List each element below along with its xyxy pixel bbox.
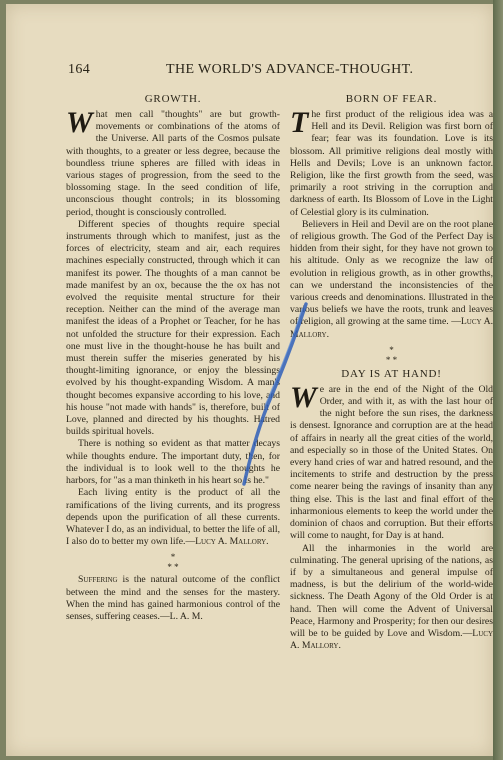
growth-paragraph-2: Different species of thoughts require special instruments through which to manifest, just as the forces of electricity, steam and air, each requires machines especially constructed, through which it can manifest its power. The thoughts of a man cannot be made manifest by an ox, because the the ox has not evolved the requisite mental structure for their reception. Neither can the mind of the average man manifest the ideas of a Prophet or Teacher, for he has not unfolded the structure for their expression. Each one must live in the thought-house he has built and must therein suffer the miseries generated by his thought-limiting ignorance, or enjoy the blessings evolved by his thought-expanding Wisdom. A man's thought becomes expansive according to his love, and his house "not made with hands" is, therefore, built of Love, planned and directed by his thoughts. Hatred builds spiritual hovels. [66,218,280,438]
fear-paragraph-2 [290,219,493,341]
day-p2-text: All the inharmonies in the world are culminating. The general uprising of the nations, as if by a simultaneous and general impulse of madness, is but the delirium of the world-wide sickness. The Death Agony of the Old Order is at hand. Then will come the Advent of Universal Peace, Harmony and Prosperity; for then our desires will be to be guided by Love and Wisdom.— [290,542,493,639]
growth-author: Lucy A. Mallory. [195,536,269,548]
growth-paragraph-3: There is nothing so evident as that matter decays while thoughts endure. The important duty, then, for the individual is to look well to the thoughts he harbors, for "as a man thinketh in his heart so is he." [66,438,280,487]
growth-paragraph-4 [66,487,280,548]
separator-star-pair: * * [167,562,179,573]
separator-star-pair-right: * * [385,354,398,365]
growth-paragraph-1 [66,106,280,219]
growth-p4-text: Each living entity is the product of all the ramifications of the living currents, and its progress depends upon the purification of all these currents. Whatever I do, as an individual, to better the life of all, I also do to better my own life.— [66,487,280,548]
suffering-paragraph [66,574,280,623]
fear-heading: BORN OF FEAR. [345,93,438,105]
growth-p1-text: hat men call "thoughts" are but growth-movements or combinations of the atoms of the Universe. All parts of the Cosmos pulsate with thoughts, to a greater or less degree, because the boundless triune spheres are filled with ideas in various stages of progression, from the seed to the blossoming stage. In the seed condition of life, unconscious thought controls; in its blossoming period, thought is consciously controlled. [66,109,280,218]
growth-heading: GROWTH. [144,93,202,105]
fear-author: Lucy A. Mallory. [290,316,493,340]
separator-stars [66,552,280,572]
left-column [66,92,280,623]
right-column [290,92,493,652]
suffering-text: is the natural outcome of the conflict between the mind and the senses for the mastery. When the mind has gained harmonious control of the senses, suffering ceases.—L. A. M. [66,574,280,622]
journal-title: THE WORLD'S ADVANCE-THOUGHT. [166,62,414,77]
separator-star-top: * [170,552,176,563]
day-paragraph-2 [290,543,493,653]
day-heading: DAY IS AT HAND! [341,367,442,380]
book-page [6,4,493,756]
book-spine-edge [493,0,503,760]
fear-p2-text: Believers in Heil and Devil are on the root plane of religious growth. The God of the Perfect Day is hidden from their sight, for they have not grown to his altitude. Only as we recognize the law of evolution in religious growth, as in other growths, can we understand the inconsistencies of the various creeds and denominations. Illustrated in the various beliefs we have the roots, trunk and leaves of religion, all growing at the same time. — [290,218,493,328]
day-author: Lucy A. Mallory. [290,627,493,652]
separator-stars-right [290,345,493,365]
separator-star-top-right: * [389,344,394,355]
day-dropcap: W [290,380,317,414]
fear-p1-text: he first product of the religious idea was a Hell and its Devil. Religion was first born of fear; fear was its foundation. Love is its blossom. All primitive religions deal mostly with Hells and Devils; Love is an unknown factor. Religion, like the first growth from the seed, was primarily a root striving in the corruption and darkness of earth. Its Blossom of Love in the Light of Celestial glory is its culmination. [290,109,493,218]
running-header [68,62,496,80]
growth-dropcap: W [66,106,93,139]
day-p1-text: e are in the end of the Night of the Old Order, and with it, as with the last hour of the night before the sun rises, the darkness is densest. Ignorance and corruption are at the head of affairs in nearly all the great cities of the world, and especially so in those of the United States. On every hand cries of war and hatred resound, and the incitements to strife and destruction by the press come nearer being the ravings of insanity than any thing else. This is the last and final effort of the inharmonious elements to keep the world under the dominion of chaos and corruption. But their efforts will come to naught, for Day is at hand. [290,383,493,542]
fear-paragraph-1 [290,106,493,219]
page-number: 164 [68,62,91,77]
suffering-lead: Suffering [78,574,118,586]
day-paragraph-1 [290,380,493,543]
fear-dropcap: T [290,106,309,139]
